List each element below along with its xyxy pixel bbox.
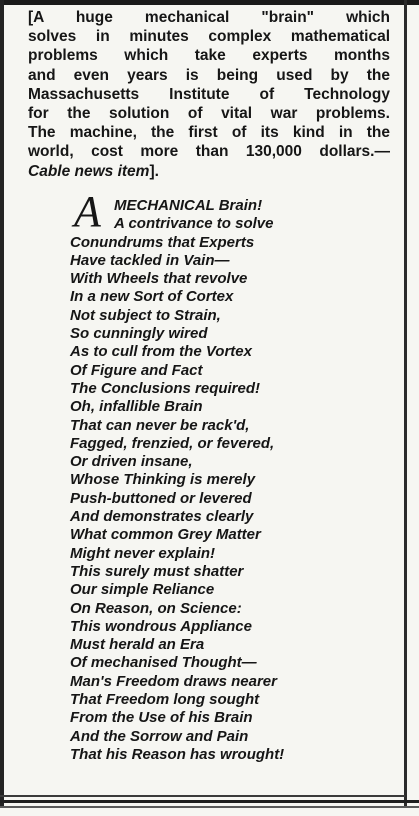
poem-line: Our simple Reliance xyxy=(70,581,215,599)
poem-line: And demonstrates clearly xyxy=(70,508,254,526)
intro-line: for the solution of vital war problems. xyxy=(28,104,390,122)
intro-paragraph xyxy=(28,8,390,181)
bottom-rule xyxy=(0,800,419,803)
poem-line: What common Grey Matter xyxy=(70,526,261,544)
intro-line: Massachusetts Institute of Technology xyxy=(28,85,390,103)
poem-line: Whose Thinking is merely xyxy=(70,471,256,489)
intro-close: ]. xyxy=(149,162,159,180)
poem-line: Oh, infallible Brain xyxy=(70,398,203,416)
poem-line: Of Figure and Fact xyxy=(70,361,203,379)
poem-dropcap: A xyxy=(74,187,101,236)
intro-line: problems which take experts months xyxy=(28,47,390,65)
left-border xyxy=(0,0,4,808)
poem-line: Fagged, frenzied, or fevered, xyxy=(70,434,275,452)
intro-line: The machine, the first of its kind in the xyxy=(28,124,390,142)
right-border xyxy=(404,0,407,808)
poem-line: Must herald an Era xyxy=(70,636,205,654)
intro-line: solves in minutes complex mathematical xyxy=(28,28,390,46)
poem xyxy=(70,197,370,764)
poem-line: And the Sorrow and Pain xyxy=(70,727,249,745)
intro-source-line xyxy=(28,162,390,181)
poem-line: Have tackled in Vain— xyxy=(70,251,230,269)
poem-line: Man's Freedom draws nearer xyxy=(70,672,277,690)
top-border xyxy=(0,0,419,5)
poem-line: Or driven insane, xyxy=(70,453,193,471)
poem-line: That Freedom long sought xyxy=(70,691,260,709)
poem-line: Conundrums that Experts xyxy=(70,233,255,251)
poem-line: Might never explain! xyxy=(70,544,216,562)
intro-line: [A huge mechanical "brain" which xyxy=(28,9,390,26)
poem-line: In a new Sort of Cortex xyxy=(70,288,234,306)
poem-line: As to cull from the Vortex xyxy=(70,343,252,361)
intro-line: world, cost more than 130,000 dollars.— xyxy=(28,143,390,161)
poem-line: This surely must shatter xyxy=(70,562,244,580)
poem-line: So cunningly wired xyxy=(70,325,208,343)
poem-line: A contrivance to solve xyxy=(114,215,274,233)
poem-line: The Conclusions required! xyxy=(70,379,261,397)
poem-line: On Reason, on Science: xyxy=(70,599,242,617)
intro-source: Cable news item xyxy=(28,162,150,180)
poem-line: This wondrous Appliance xyxy=(70,617,252,635)
bottom-rule xyxy=(0,795,405,797)
poem-line: That his Reason has wrought! xyxy=(70,745,285,763)
poem-line: With Wheels that revolve xyxy=(70,270,248,288)
bottom-rule xyxy=(0,806,419,808)
poem-line: Push-buttoned or levered xyxy=(70,489,252,507)
poem-first-line: MECHANICAL Brain! xyxy=(114,197,263,214)
poem-line: Of mechanised Thought— xyxy=(70,654,257,672)
poem-line: That can never be rack'd, xyxy=(70,416,250,434)
poem-line: Not subject to Strain, xyxy=(70,306,221,324)
poem-line: From the Use of his Brain xyxy=(70,709,253,727)
intro-line: and even years is being used by the xyxy=(28,66,390,84)
